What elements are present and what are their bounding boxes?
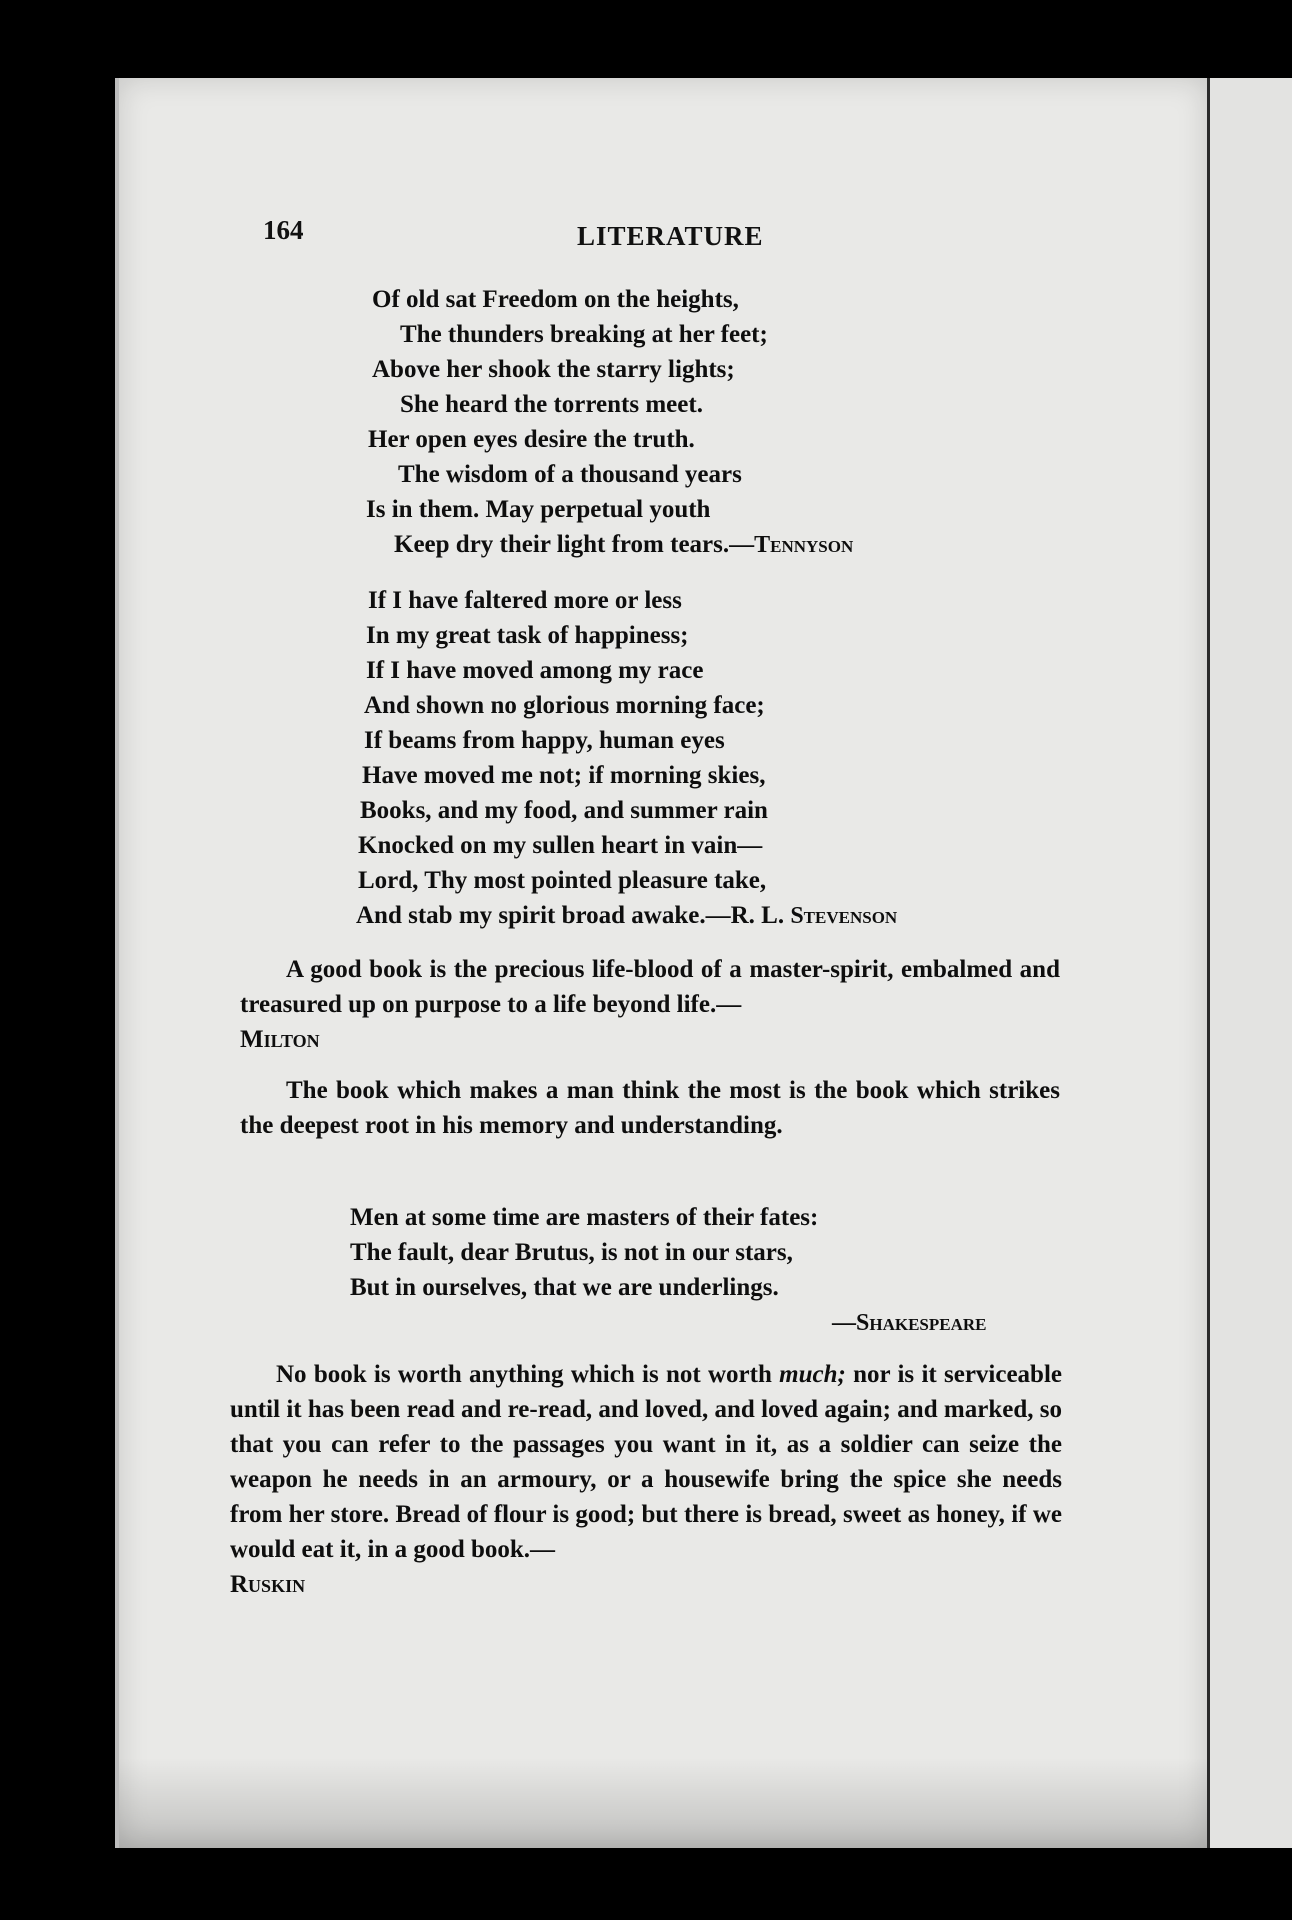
quote-book: [240, 1073, 1060, 1143]
quote-text: The book which makes a man think the most is the book which strikes the deepest root in his memory and understanding.: [240, 1077, 1060, 1139]
poem-line: Have moved me not; if morning skies,: [362, 762, 766, 789]
verse-line: But in ourselves, that we are underlings.: [350, 1274, 779, 1301]
poem-line: [394, 527, 853, 563]
attribution-stevenson: Stevenson: [790, 903, 898, 929]
facing-page: [1210, 78, 1292, 1848]
poem-line: Of old sat Freedom on the heights,: [372, 286, 739, 313]
quote-text: No book is worth anything which is not worth: [276, 1361, 780, 1388]
poem-line: The wisdom of a thousand years: [398, 461, 742, 488]
emphasis-text: much;: [779, 1361, 846, 1388]
poem-line: Lord, Thy most pointed pleasure take,: [358, 867, 767, 894]
poem-line: And shown no glorious morning face;: [364, 692, 765, 719]
page-shadow: [119, 1758, 1207, 1848]
page-header: [0, 215, 1292, 255]
poem-line: If beams from happy, human eyes: [364, 727, 725, 754]
poem-line-text: Keep dry their light from tears.—: [394, 531, 755, 558]
poem-line: Is in them. May perpetual youth: [366, 496, 711, 523]
quote-ruskin: [230, 1357, 1062, 1602]
poem-line: The thunders breaking at her feet;: [400, 321, 768, 348]
quote-text: nor is it serviceable until it has been read and re-read, and loved, and loved again; and marked, so that you can refer to the passages you want in it, as a soldier can seize the weapon he needs in an armoury, or a housewife bring the spice she needs from her store. Bread of flour is good; but there is bread, sweet as honey, if we would eat it, in a good book.—: [230, 1361, 1063, 1563]
verse-line: Men at some time are masters of their fates:: [350, 1204, 819, 1231]
poem-line: She heard the torrents meet.: [400, 391, 703, 418]
verse-line: The fault, dear Brutus, is not in our stars,: [350, 1239, 793, 1266]
poem-line: Knocked on my sullen heart in vain—: [358, 832, 763, 859]
poem-line: In my great task of happiness;: [366, 622, 689, 649]
poem-line: Above her shook the starry lights;: [372, 356, 735, 383]
attribution-ruskin: Ruskin: [230, 1571, 306, 1598]
page-number: 164: [263, 215, 304, 245]
poem-line: Her open eyes desire the truth.: [368, 426, 695, 453]
poem-line-text: And stab my spirit broad awake.—R. L.: [356, 902, 791, 929]
poem-line: If I have faltered more or less: [368, 587, 682, 614]
quote-milton: [240, 952, 1060, 1057]
poem-line: [356, 898, 897, 934]
quote-text: A good book is the precious life-blood of a master-spirit, embalmed and treasured up on purpose to a life beyond life.—: [240, 956, 1060, 1018]
poem-line: If I have moved among my race: [366, 657, 704, 684]
attribution-tennyson: Tennyson: [754, 532, 854, 558]
attribution-shakespeare: —Shakespeare: [832, 1310, 987, 1336]
poem-line: Books, and my food, and summer rain: [360, 797, 768, 824]
running-title: LITERATURE: [577, 221, 764, 251]
attribution-milton: Milton: [240, 1026, 320, 1053]
